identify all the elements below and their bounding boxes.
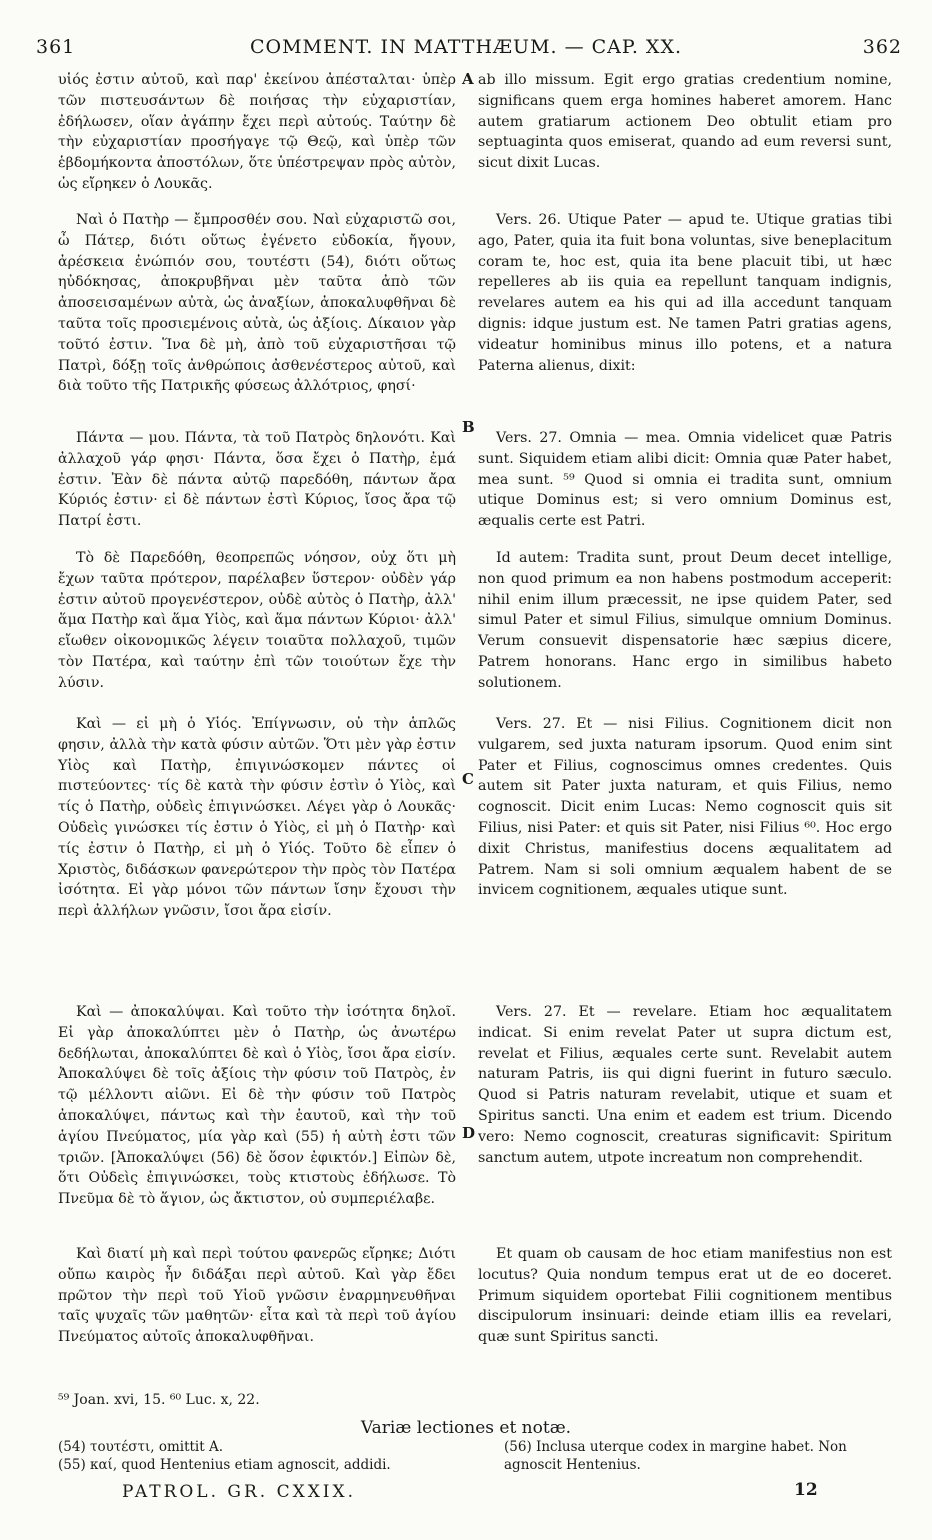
greek-paragraph: Καὶ διατί μὴ καὶ περὶ τούτου φανερῶς εἴρηκε; Διότι οὔπω καιρὸς ἦν διδάξαι περὶ αὐτοῦ. Καὶ γὰρ ἔδει πρῶτον τὴν περὶ τοῦ Υἱοῦ γνῶσιν ἐναρμηνευθῆναι ταῖς ψυχαῖς τῶν μαθητῶν· εἶτα καὶ τὰ περὶ τοῦ ἁγίου Πνεύματος αὐτοῖς ἀποκαλυφθῆναι.: [58, 1246, 456, 1346]
note-54: (54) τουτέστι, omittit A.: [58, 1439, 223, 1455]
latin-paragraph: Vers. 27. Et — nisi Filius. Cognitionem dicit non vulgarem, sed juxta naturam ipsorum. Quod enim sint Pater et Filius, cognoscimus omnes credentes. Quis autem sit Pater juxta naturam, et quis Filius, nemo cognoscit. Dicit enim Lucas: Nemo cognoscit quis sit Filius, nisi Pater: et quis sit Pater, nisi Filius ⁶⁰. Hoc ergo dixit Christus, manifestius docens æqualitatem ad Patrem. Nam si soli omnium æqualem habent de se invicem cognitionem, æquales utique sunt.: [478, 716, 892, 899]
latin-paragraph: Vers. 27. Omnia — mea. Omnia videlicet quæ Patris sunt. Siquidem etiam alibi dicit: Omnia quæ Pater habet, mea sunt. ⁵⁹ Quod si omnia ei tradita sunt, omnium utique Dominus est; si vero omnium Dominus est, æqualis certe est Patri.: [478, 430, 892, 530]
latin-paragraph: Vers. 27. Et — revelare. Etiam hoc æqualitatem indicat. Si enim revelat Pater ut supra dictum est, revelat et Filius, æquales certe sunt. Revelabit autem naturam Patris, iis qui digni fuerint in futuro sæculo. Quod si Patris naturam revelabit, utique et suam et Spiritus sancti. Una enim et eadem est trium. Dicendo vero: Nemo cognoscit, creaturas significavit: Spiritum sanctum autem, utpote increatum non comprehendit.: [478, 1004, 892, 1166]
margin-letter-c: C: [462, 770, 474, 788]
margin-letter-b: B: [462, 418, 475, 436]
latin-paragraph: Id autem: Tradita sunt, prout Deum decet intellige, non quod primum ea non habens postmodum acceperit: nihil enim illum præcessit, ne ipse quidem Pater, sed simul Pater et simul Filius, simulque omnium Dominus. Verum consuevit dispensatorie hæc sæpius dicere, Patrem honorans. Hanc ergo in similibus habeto solutionem.: [478, 550, 892, 691]
greek-paragraph: Ναὶ ὁ Πατὴρ — ἔμπροσθέν σου. Ναὶ εὐχαριστῶ σοι, ὦ Πάτερ, διότι οὕτως ἐγένετο εὐδοκία, ἤγουν, ἀρέσκεια ἐνώπιόν σου, τουτέστι (54), διότι οὕτως ηὐδόκησας, ἀποκρυβῆναι μὲν ταῦτα ἀπὸ τῶν ἀποσεισαμένων αὐτὰ, ὡς ἀναξίων, ἀποκαλυφθῆναι δὲ ταῦτα τοῖς προσιεμένοις αὐτὰ, ὡς ἀξίοις. Δίκαιον γὰρ τοῦτό ἐστιν. Ἵνα δὲ μὴ, ἀπὸ τοῦ εὐχαριστῆσαι τῷ Πατρὶ, δόξῃ τοῖς ἀνθρώποις ἀσθενέστερος αὐτοῦ, καὶ διὰ τοῦτο τῆς Πατρικῆς φύσεως ἀλλότριος, φησί·: [58, 212, 456, 395]
series-footer: PATROL. GR. CXXIX.: [122, 1482, 357, 1502]
notes-left: [58, 1438, 478, 1474]
greek-paragraph: Καὶ — εἰ μὴ ὁ Υἱός. Ἐπίγνωσιν, οὐ τὴν ἁπλῶς φησιν, ἀλλὰ τὴν κατὰ φύσιν αὐτῶν. Ὅτι μὲν γὰρ ἐστιν Υἱὸς καὶ Πατὴρ, ἐπιγινώσκομεν πάντες οἱ πιστεύοντες· τίς δὲ κατὰ τὴν φύσιν ἐστὶν ὁ Υἱὸς, καὶ τίς ὁ Πατὴρ, οὐδεὶς ἐπιγινώσκει. Λέγει γὰρ ὁ Λουκᾶς· Οὐδεὶς γινώσκει τίς ἐστιν ὁ Υἱὸς, εἰ μὴ ὁ Πατὴρ· καὶ τίς ἐστιν ὁ Πατὴρ, εἰ μὴ ὁ Υἱός. Τοῦτο δὲ εἶπεν ὁ Χριστὸς, διδάσκων φανερώτερον τὴν πρὸς τὸν Πατέρα ἰσότητα. Εἰ γὰρ μόνοι τῶν πάντων ἴσην ἔχουσι τὴν περὶ ἀλλήλων γνῶσιν, ἴσοι ἄρα εἰσίν.: [58, 716, 456, 920]
note-56: (56) Inclusa uterque codex in margine habet. Non agnoscit Hentenius.: [504, 1439, 847, 1473]
latin-paragraph: ab illo missum. Egit ergo gratias credentium nomine, significans quem erga homines haberet amorem. Hanc autem gratiarum actionem Deo obtulit etiam pro septuaginta quos emiserat, quando ad eum reversi sunt, sicut dixit Lucas.: [478, 72, 892, 172]
greek-paragraph: υἱός ἐστιν αὐτοῦ, καὶ παρ' ἐκείνου ἀπέσταλται· ὑπὲρ τῶν πιστευσάντων δὲ ποιήσας τὴν εὐχαριστίαν, ἐδήλωσεν, οἵαν ἀγάπην ἔχει περὶ αὐτούς. Ταύτην δὲ τὴν εὐχαριστίαν προσήγαγε τῷ Θεῷ, καὶ ὑπὲρ τῶν ἑβδομήκοντα ἀποστόλων, ὅτε ὑπέστρεψαν πρὸς αὐτὸν, ὡς εἴρηκεν ὁ Λουκᾶς.: [58, 72, 456, 192]
page-number-right: 362: [862, 36, 902, 58]
page-number-left: 361: [36, 36, 76, 58]
signature-number: 12: [794, 1480, 818, 1500]
margin-letter-a: A: [462, 70, 474, 88]
running-header: [0, 36, 932, 62]
variae-lectiones-title: Variæ lectiones et notæ.: [360, 1418, 572, 1438]
greek-paragraph: Πάντα — μου. Πάντα, τὰ τοῦ Πατρὸς δηλονότι. Καὶ ἀλλαχοῦ γάρ φησι· Πάντα, ὅσα ἔχει ὁ Πατὴρ, ἐμά ἐστιν. Ἐὰν δὲ πάντα αὐτῷ παρεδόθη, πάντων ἄρα Κύριός ἐστιν· εἰ δὲ πάντων ἐστὶ Κύριος, ἴσος ἄρα τῷ Πατρί ἐστι.: [58, 430, 456, 530]
greek-paragraph: Τὸ δὲ Παρεδόθη, θεοπρεπῶς νόησον, οὐχ ὅτι μὴ ἔχων ταῦτα πρότερον, παρέλαβεν ὕστερον· οὐδὲν γάρ ἐστιν αὐτοῦ προγενέστερον, οὐδὲ αὐτὸς ὁ Πατὴρ, ἀλλ' ἅμα Πατὴρ καὶ ἅμα Υἱὸς, καὶ ἅμα πάντων Κύριοι· ἀλλ' εἴωθεν οἰκονομικῶς λέγειν τοιαῦτα πολλαχοῦ, τιμῶν τὸν Πατέρα, καὶ ταύτην ἐπὶ τῶν τοιούτων ἔχε τὴν λύσιν.: [58, 550, 456, 691]
note-55: (55) καί, quod Hentenius etiam agnoscit, addidi.: [58, 1457, 391, 1473]
scripture-footnotes: ⁵⁹ Joan. xvi, 15. ⁶⁰ Luc. x, 22.: [58, 1392, 260, 1408]
running-title: COMMENT. IN MATTHÆUM. — CAP. XX.: [249, 36, 683, 58]
margin-letter-d: D: [462, 1124, 476, 1142]
greek-paragraph: Καὶ — ἀποκαλύψαι. Καὶ τοῦτο τὴν ἰσότητα δηλοῖ. Εἰ γὰρ ἀποκαλύπτει μὲν ὁ Πατὴρ, ὡς ἀνωτέρω δεδήλωται, ἀποκαλύπτει δὲ καὶ ὁ Υἱὸς, ἴσοι ἄρα εἰσίν. Ἀποκαλύψει δὲ τοῖς ἀξίοις τὴν φύσιν τοῦ Πατρὸς, ἐν τῷ μέλλοντι αἰῶνι. Εἰ δὲ τὴν φύσιν τοῦ Πατρὸς ἀποκαλύψει, πάντως καὶ τὴν ἑαυτοῦ, καὶ τὴν τοῦ ἁγίου Πνεύματος, μία γὰρ καὶ (55) ἡ αὐτὴ ἐστι τῶν τριῶν. [Ἀποκαλύψει (56) δὲ ὅσον ἐφικτόν.] Εἰπὼν δὲ, ὅτι Οὐδεὶς ἐπιγινώσκει, τοὺς κτιστοὺς ἐδήλωσε. Τὸ Πνεῦμα δὲ τὸ ἅγιον, ὡς ἄκτιστον, οὐ συμπεριέλαβε.: [58, 1004, 456, 1208]
latin-paragraph: Vers. 26. Utique Pater — apud te. Utique gratias tibi ago, Pater, quia ita fuit bona voluntas, sive beneplacitum coram te, hoc est, quia ita bene placuit tibi, ut hæc repelleres ab iis quia ea repellunt tanquam indignis, revelares autem ea his qui ad illa accedunt tanquam dignis: idque justum est. Ne tamen Patri gratias agens, videatur hominibus minus illo potens, et a natura Paterna alienus, dixit:: [478, 212, 892, 374]
latin-paragraph: Et quam ob causam de hoc etiam manifestius non est locutus? Quia nondum tempus erat ut de eo doceret. Primum siquidem oportebat Filii cognitionem mentibus discipulorum insinuari: deinde etiam illis ea revelari, quæ sunt Spiritus sancti.: [478, 1246, 892, 1346]
